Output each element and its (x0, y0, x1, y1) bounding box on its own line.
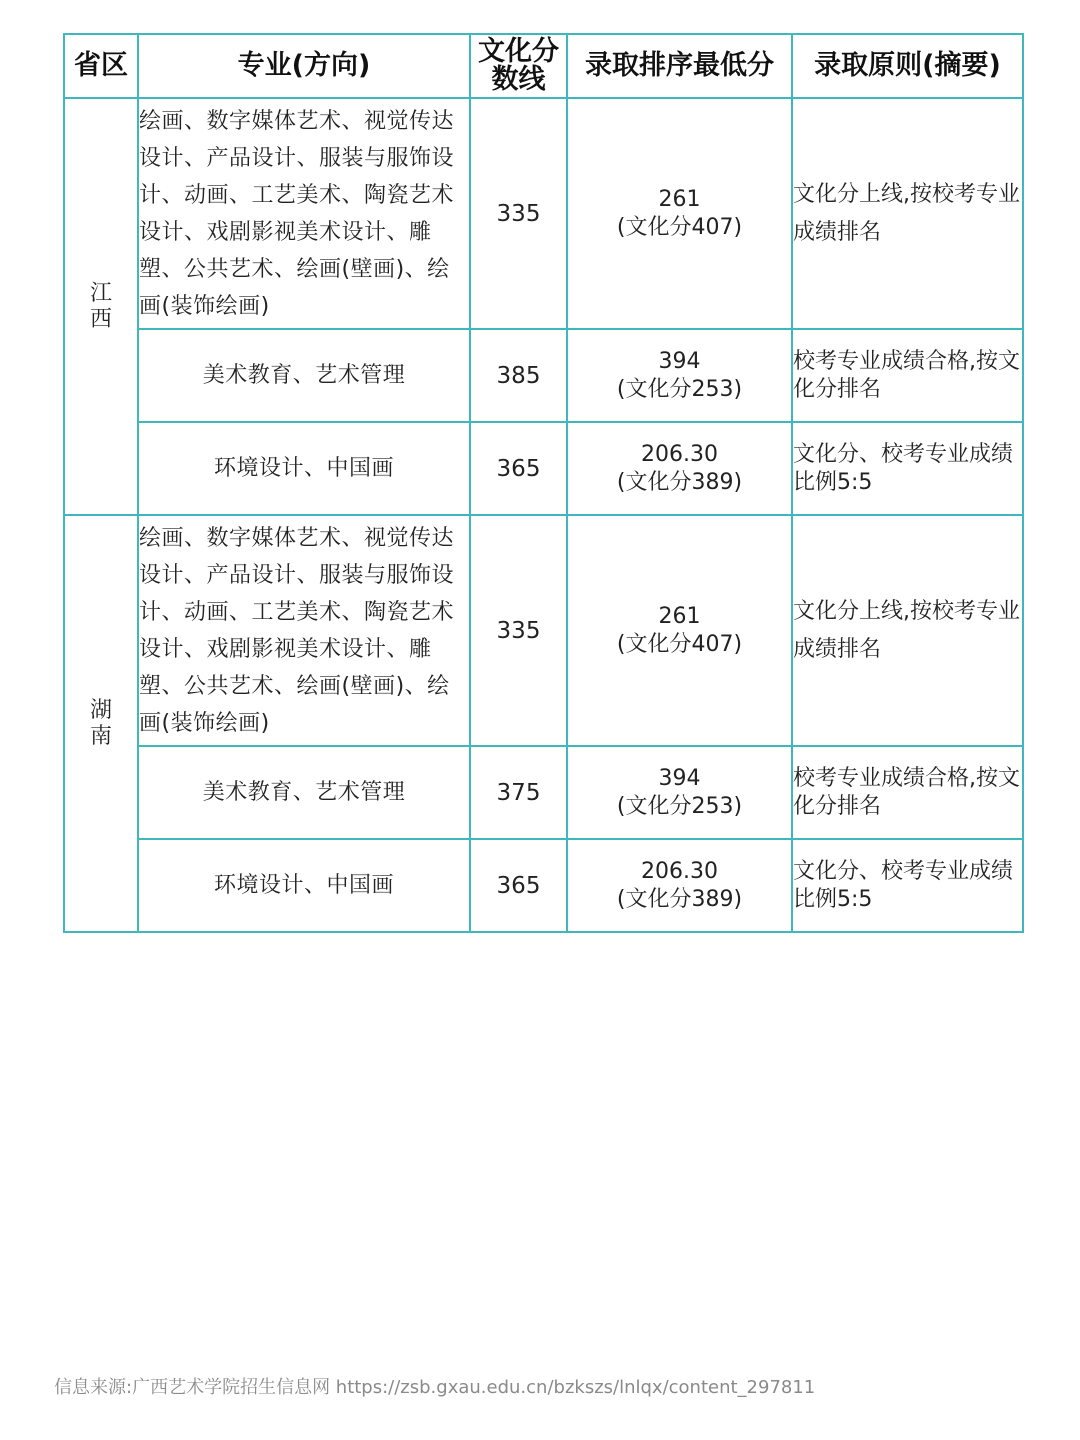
cutoff-cell: 365 (470, 839, 567, 932)
min-score-note: (文化分407) (616, 214, 743, 240)
min-score-note: (文化分389) (616, 886, 743, 912)
cutoff-cell: 375 (470, 746, 567, 839)
min-score-note: (文化分407) (616, 631, 743, 657)
min-score-cell (567, 329, 792, 422)
table-row (64, 839, 1023, 932)
major-cell: 美术教育、艺术管理 (138, 746, 470, 839)
province-label: 湖南 (89, 697, 112, 749)
rule-cell: 校考专业成绩合格,按文化分排名 (792, 329, 1023, 422)
min-score-cell (567, 746, 792, 839)
rule-cell: 文化分上线,按校考专业成绩排名 (792, 98, 1023, 329)
header-major: 专业(方向) (138, 34, 470, 98)
min-score-value: 206.30 (641, 858, 718, 884)
header-row (64, 34, 1023, 98)
major-cell: 美术教育、艺术管理 (138, 329, 470, 422)
min-score-cell (567, 515, 792, 746)
table-row (64, 515, 1023, 746)
header-province: 省区 (64, 34, 138, 98)
table-row (64, 329, 1023, 422)
min-score-cell (567, 839, 792, 932)
rule-cell: 文化分、校考专业成绩比例5:5 (792, 839, 1023, 932)
table-row (64, 98, 1023, 329)
min-score-cell (567, 422, 792, 515)
rule-cell: 文化分、校考专业成绩比例5:5 (792, 422, 1023, 515)
major-cell: 绘画、数字媒体艺术、视觉传达设计、产品设计、服装与服饰设计、动画、工艺美术、陶瓷艺术设计、戏剧影视美术设计、雕塑、公共艺术、绘画(壁画)、绘画(装饰绘画) (138, 515, 470, 746)
province-cell-jiangxi (64, 98, 138, 515)
min-score-value: 261 (658, 603, 701, 629)
min-score-note: (文化分389) (616, 469, 743, 495)
min-score-value: 261 (658, 186, 701, 212)
table-row (64, 422, 1023, 515)
rule-cell: 文化分上线,按校考专业成绩排名 (792, 515, 1023, 746)
min-score-note: (文化分253) (616, 793, 743, 819)
cutoff-cell: 365 (470, 422, 567, 515)
header-cutoff: 文化分数线 (470, 34, 567, 98)
table-row (64, 746, 1023, 839)
source-note: 信息来源:广西艺术学院招生信息网 https://zsb.gxau.edu.cn/bzkszs/lnlqx/content_297811 (54, 1377, 816, 1398)
major-cell: 环境设计、中国画 (138, 422, 470, 515)
cutoff-cell: 335 (470, 98, 567, 329)
min-score-note: (文化分253) (616, 376, 743, 402)
header-rule: 录取原则(摘要) (792, 34, 1023, 98)
min-score-value: 394 (658, 765, 701, 791)
min-score-value: 394 (658, 348, 701, 374)
province-cell-hunan (64, 515, 138, 932)
rule-cell: 校考专业成绩合格,按文化分排名 (792, 746, 1023, 839)
major-cell: 绘画、数字媒体艺术、视觉传达设计、产品设计、服装与服饰设计、动画、工艺美术、陶瓷艺术设计、戏剧影视美术设计、雕塑、公共艺术、绘画(壁画)、绘画(装饰绘画) (138, 98, 470, 329)
min-score-value: 206.30 (641, 441, 718, 467)
header-min-rank-score: 录取排序最低分 (567, 34, 792, 98)
cutoff-cell: 335 (470, 515, 567, 746)
major-cell: 环境设计、中国画 (138, 839, 470, 932)
admission-table (63, 33, 1024, 933)
min-score-cell (567, 98, 792, 329)
province-label: 江西 (89, 280, 112, 332)
cutoff-cell: 385 (470, 329, 567, 422)
